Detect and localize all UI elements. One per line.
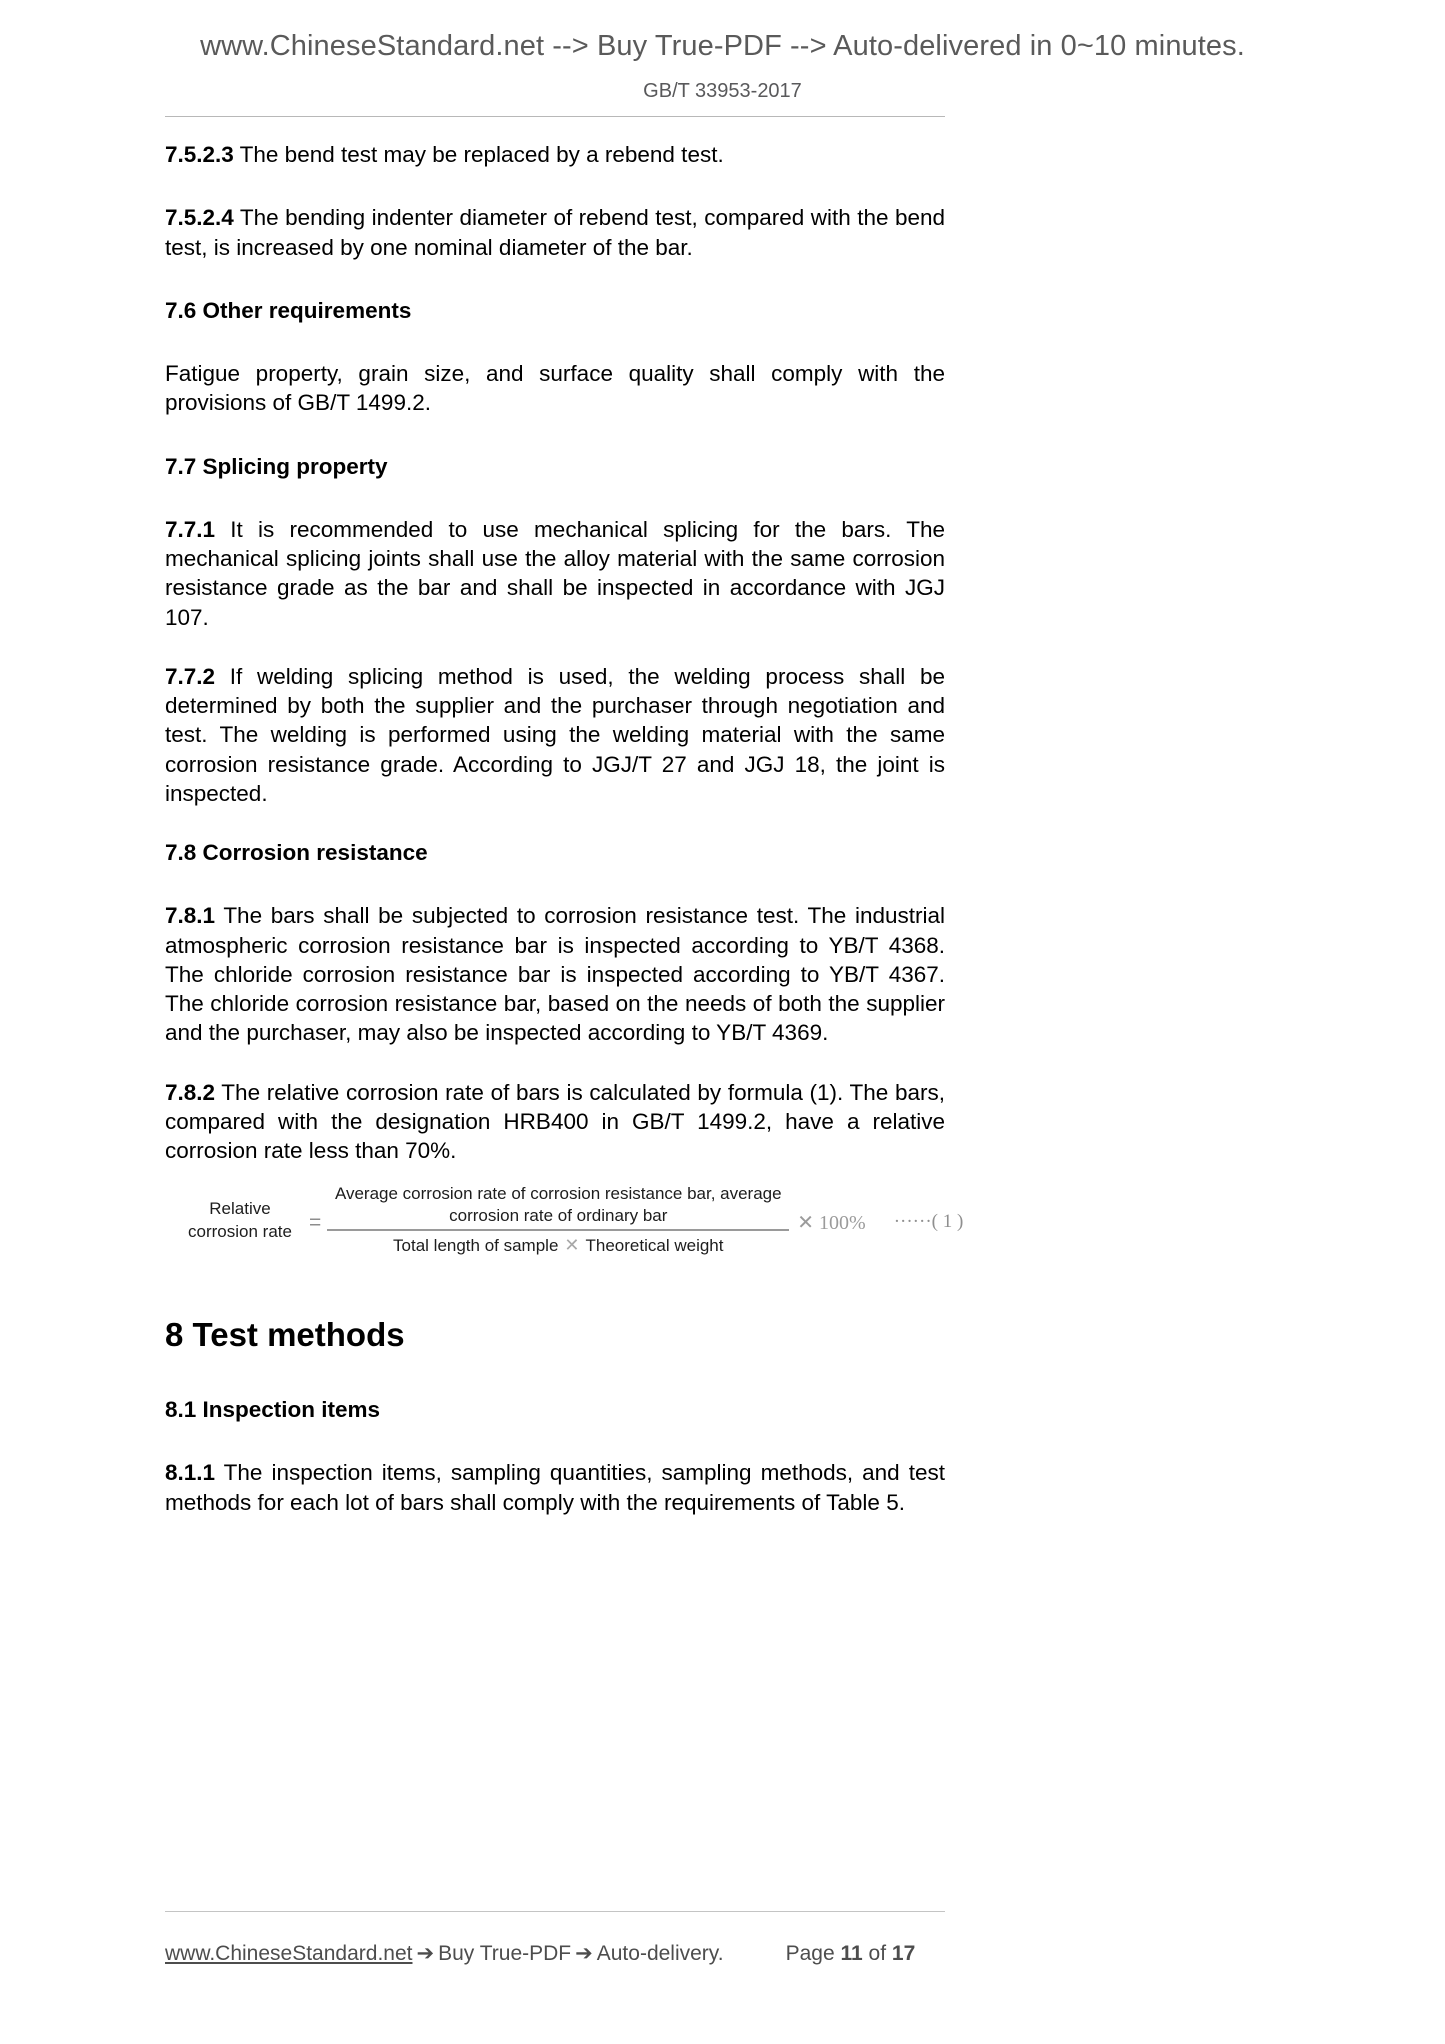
spacer [165, 1165, 945, 1183]
document-content [165, 140, 964, 1517]
clause-7-5-2-4 [165, 203, 945, 262]
clause-number: 7.8.1 [165, 903, 216, 929]
footer-buy-label: Buy True-PDF [438, 1942, 572, 1965]
clause-7-5-2-3 [165, 140, 945, 169]
page-footer [165, 1941, 945, 1966]
clause-text: The inspection items, sampling quantities, sampling methods, and test methods for each lot of bars shall comply with the requirements of Table 5. [165, 1460, 945, 1515]
clause-text: The bending indenter diameter of rebend test, compared with the bend test, is increased by one nominal diameter of the bar. [165, 205, 945, 260]
clause-7-7-2 [165, 662, 945, 808]
page-label: Page [785, 1942, 835, 1965]
spacer [165, 262, 945, 296]
clause-number: 7.5.2.3 [165, 142, 234, 167]
spacer [165, 481, 945, 515]
formula-left-hand-side [175, 1198, 305, 1244]
of-label: of [868, 1942, 887, 1965]
denominator-left-term: Total length of sample [393, 1236, 559, 1256]
heading-7-7: 7.7 Splicing property [165, 453, 388, 479]
spacer [165, 1355, 945, 1395]
heading-8-1: 8.1 Inspection items [165, 1397, 381, 1423]
clause-text: The bars shall be subjected to corrosion resistance test. The industrial atmospheric corrosion resistance bar is inspected according to YB/T 4368. The chloride corrosion resistance bar is inspected according to YB/T 4367. The chloride corrosion resistance bar, based on the needs of both the supplier and the purchaser, may also be inspected according to YB/T 4369. [165, 903, 945, 1046]
spacer [165, 418, 945, 452]
clause-text: It is recommended to use mechanical splicing for the bars. The mechanical splicing joints shall use the alloy material with the same corrosion resistance grade as the bar and shall be inspected in accordance with JGJ 107. [165, 516, 945, 630]
clause-number: 7.7.1 [165, 516, 216, 542]
formula-numerator: Average corrosion rate of corrosion resistance bar, average corrosion rate of ordinary bar [334, 1184, 782, 1226]
clause-text: If welding splicing method is used, the welding process shall be determined by both the supplier and the purchaser through negotiation and test. The welding is performed using the welding material with the same corrosion resistance grade. According to JGJ/T 27 and JGJ 18, the joint is inspected. [165, 663, 945, 806]
page-number: 11 [840, 1942, 863, 1965]
multiply-icon: ✕ [564, 1235, 580, 1256]
clause-text: The relative corrosion rate of bars is calculated by formula (1). The bars, compared with the designation HRB400 in GB/T 1499.2, have a relative corrosion rate less than 70%. [165, 1079, 945, 1163]
clause-number: 7.5.2.4 [165, 205, 234, 231]
heading-7-6: 7.6 Other requirements [165, 297, 412, 323]
spacer [165, 1048, 945, 1078]
clause-7-8-2 [165, 1078, 945, 1166]
arrow-right-icon: ➔ [416, 1942, 435, 1965]
standard-number: GB/T 33953-2017 [643, 80, 802, 102]
formula-lhs-line-1: Relative [209, 1198, 271, 1218]
clause-7-8-1 [165, 901, 945, 1047]
equals-sign: = [309, 1210, 322, 1234]
header-divider [165, 116, 945, 117]
formula-multiplier: ✕ 100% [797, 1211, 866, 1234]
formula-fraction [327, 1183, 789, 1258]
footer-site-link[interactable]: www.ChineseStandard.net [165, 1942, 413, 1965]
spacer [165, 1424, 945, 1458]
spacer [165, 169, 945, 203]
footer-divider [165, 1911, 945, 1912]
formula-equation-number: ······( 1 ) [893, 1211, 964, 1233]
page-indicator [786, 1942, 916, 1966]
spacer [165, 867, 945, 901]
denominator-right-term: Theoretical weight [585, 1236, 724, 1256]
clause-7-7-1 [165, 515, 945, 632]
clause-text: The bend test may be replaced by a rebend test. [233, 142, 724, 167]
formula-lhs-line-2: corrosion rate [188, 1221, 292, 1241]
paragraph-7-6: Fatigue property, grain size, and surface quality shall comply with the provisions of GB/T 1499.2. [165, 361, 945, 416]
clause-number: 7.8.2 [165, 1079, 216, 1105]
clause-number: 8.1.1 [165, 1460, 216, 1486]
spacer [165, 1258, 945, 1314]
clause-8-1-1 [165, 1458, 945, 1517]
footer-delivery-label: Auto-delivery. [596, 1942, 724, 1965]
heading-7-8: 7.8 Corrosion resistance [165, 840, 428, 865]
spacer [165, 808, 945, 838]
spacer [165, 325, 945, 359]
total-pages: 17 [891, 1942, 916, 1965]
promo-header: www.ChineseStandard.net --> Buy True-PDF --> Auto-delivered in 0~10 minutes. [200, 30, 1245, 62]
heading-8: 8 Test methods [165, 1315, 405, 1353]
relative-corrosion-rate-formula [165, 1183, 964, 1258]
clause-number: 7.7.2 [165, 663, 216, 689]
arrow-right-icon: ➔ [575, 1942, 593, 1965]
footer-promo [165, 1941, 724, 1966]
spacer [165, 632, 945, 662]
formula-denominator [327, 1231, 789, 1257]
